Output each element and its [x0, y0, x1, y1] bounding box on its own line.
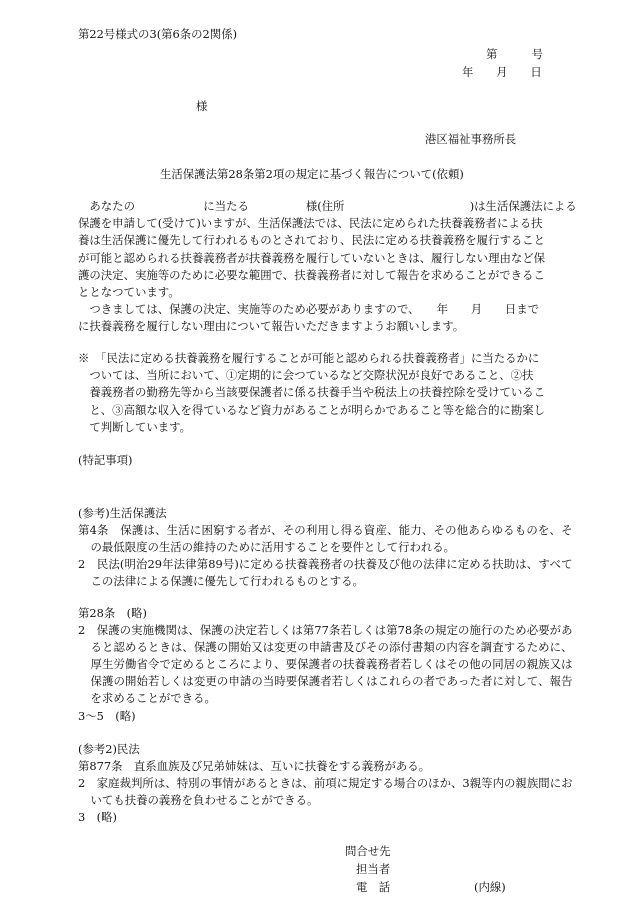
body-paragraph-1: [78, 198, 577, 301]
reference-1-article-4-2: 2 民法(明治29年法律第89号)に定める扶養義務者の扶養及び他の法律に定める扶助は、すべてこの法律による保護に優先して行われるものとする。: [78, 557, 573, 589]
sender: 港区福祉事務所長: [425, 132, 517, 146]
contact-phone: 電 話: [356, 880, 391, 894]
body-line: 保護を申請して(受けて)いますが、生活保護法では、民法に定められた扶養義務者による扶: [78, 216, 543, 231]
body-line: に扶養義務を履行しない理由について報告いただきますようお願いします。: [78, 319, 465, 334]
body-line: つきましては、保護の決定、実施等のため必要がありますので、 年 月 日まで: [78, 302, 540, 316]
body-line: あなたの に当たる 様(住所 )は生活保護法による: [78, 199, 577, 213]
reference-1-article-28-2: 2 保護の実施機関は、保護の決定若しくは第77条若しくは第78条の規定の施行のため必要があると認めるときは、保護の開始又は変更の申請書及びその添付書類の内容を調査するために、厚生労働省令で定めるところにより、要保護者の扶養義務者若しくはその他の同居の親族又は保護の開始若しくは変更の申請の当時要保護者若しくはこれらの者であった者に対して、報告を求めることができる。: [78, 623, 573, 706]
reference-2-article-877-3: 3 (略): [78, 810, 117, 824]
form-number: 第22号様式の3(第6条の2関係): [78, 27, 238, 41]
note-block: [78, 350, 560, 436]
contact-label: 問合せ先: [345, 844, 391, 858]
document-title: 生活保護法第28条第2項の規定に基づく報告について(依頼): [160, 167, 464, 181]
reference-2-article-877-1: 第877条 直系血族及び兄弟姉妹は、互いに扶養をする義務がある。: [78, 759, 431, 773]
contact-extension: (内線): [474, 880, 506, 894]
body-line: が可能と認められる扶養義務者が扶養義務を履行していないときは、履行しない理由など保: [78, 250, 546, 265]
note-line: と、③高額な収入を得ているなど資力があることが明らかであること等を総合的に勘案し: [78, 402, 546, 417]
body-line: 護の決定、実施等のために必要な範囲で、扶養義務者に対して報告を求めることができるこ: [78, 267, 545, 282]
special-notes-label: (特記事項): [78, 453, 133, 467]
reference-1-heading: (参考)生活保護法: [78, 506, 167, 520]
body-line: ととなつています。: [78, 285, 180, 300]
reference-2-article-877-2: 2 家庭裁判所は、特別の事情があるときは、前項に規定する場合のほか、3親等内の親族間においても扶養の義務を負わせることができる。: [78, 776, 573, 808]
contact-person: 担当者: [356, 862, 391, 876]
note-line: ついては、当所において、①定期的に会つているなど交際状況が良好であること、②扶: [78, 368, 534, 383]
note-line: て判断しています。: [78, 419, 191, 434]
note-line: ※ 「民法に定める扶養義務を履行することが可能と認められる扶養義務者」に当たるかに: [78, 351, 540, 365]
body-paragraph-2: [78, 301, 560, 335]
reference-2-heading: (参考2)民法: [78, 742, 140, 756]
document-date: 年 月 日: [462, 65, 542, 79]
reference-1-article-4-1: 第4条 保護は、生活に困窮する者が、その利用し得る資産、能力、その他あらゆるものを、その最低限度の生活の維持のために活用することを要件として行われる。: [78, 523, 573, 555]
note-line: 養義務者の勤務先等から当該要保護者に係る扶養手当や税法上の扶養控除を受けているこ: [78, 385, 546, 400]
document-number: 第 号: [486, 47, 543, 61]
body-line: 養は生活保護に優先して行われるものとされており、民法に定める扶養義務を履行すること: [78, 233, 546, 248]
addressee: 様: [196, 99, 208, 113]
reference-1-article-28-1: 第28条 (略): [78, 606, 147, 620]
reference-1-article-28-3: 3～5 (略): [78, 709, 136, 723]
